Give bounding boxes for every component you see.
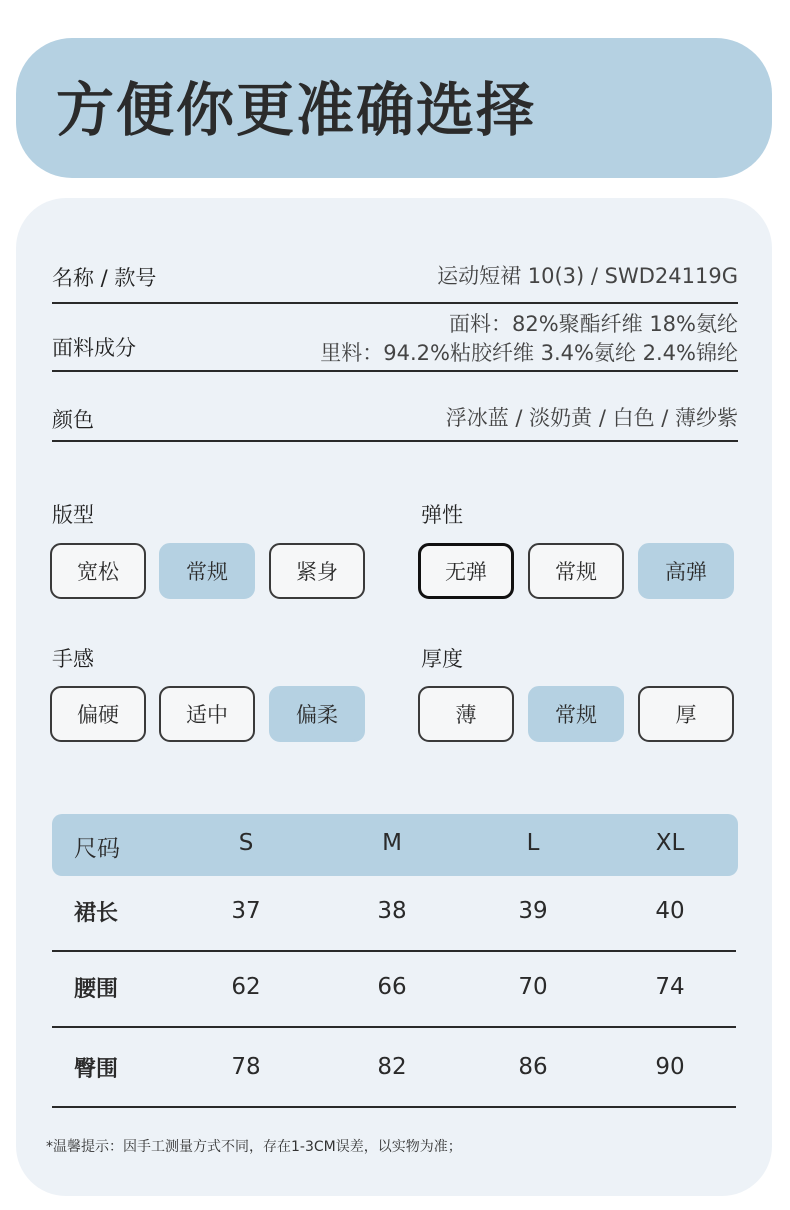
fit-option-regular[interactable]: 常规 xyxy=(159,543,255,599)
column-header-size: 尺码 xyxy=(74,836,120,862)
table-cell: 40 xyxy=(655,898,685,924)
table-cell: 38 xyxy=(377,898,407,924)
info-label-fabric: 面料成分 xyxy=(52,336,136,360)
info-value-name: 运动短裙 10(3) / SWD24119G xyxy=(437,264,738,288)
info-value-fabric-lining: 里料：94.2%粘胶纤维 3.4%氨纶 2.4%锦纶 xyxy=(320,341,738,365)
info-value-fabric-outer: 面料：82%聚酯纤维 18%氨纶 xyxy=(448,312,738,336)
info-label-color: 颜色 xyxy=(52,408,94,432)
table-cell: 86 xyxy=(518,1054,548,1080)
row-label-length: 裙长 xyxy=(74,901,119,926)
column-header-l: L xyxy=(526,830,540,856)
table-row xyxy=(52,956,736,1028)
table-cell: 37 xyxy=(231,898,261,924)
table-cell: 78 xyxy=(231,1054,261,1080)
column-header-xl: XL xyxy=(655,830,685,856)
table-cell: 66 xyxy=(377,974,407,1000)
feel-option-hard[interactable]: 偏硬 xyxy=(50,686,146,742)
feel-option-soft[interactable]: 偏柔 xyxy=(269,686,365,742)
table-cell: 39 xyxy=(518,898,548,924)
info-row-fabric xyxy=(52,304,738,372)
thickness-option-thick[interactable]: 厚 xyxy=(638,686,734,742)
attr-label-thickness: 厚度 xyxy=(421,647,463,671)
table-row xyxy=(52,1036,736,1108)
table-cell: 74 xyxy=(655,974,685,1000)
header-banner xyxy=(16,38,772,178)
table-cell: 82 xyxy=(377,1054,407,1080)
info-value-color: 浮冰蓝 / 淡奶黄 / 白色 / 薄纱紫 xyxy=(445,406,738,430)
attr-label-elasticity: 弹性 xyxy=(421,503,463,527)
column-header-s: S xyxy=(238,830,254,856)
table-cell: 70 xyxy=(518,974,548,1000)
table-cell: 90 xyxy=(655,1054,685,1080)
fit-option-slim[interactable]: 紧身 xyxy=(269,543,365,599)
elasticity-option-regular[interactable]: 常规 xyxy=(528,543,624,599)
info-row-color xyxy=(52,372,738,442)
page-title: 方便你更准确选择 xyxy=(56,76,537,144)
column-header-m: M xyxy=(382,830,402,856)
thickness-option-thin[interactable]: 薄 xyxy=(418,686,514,742)
attr-label-fit: 版型 xyxy=(52,503,94,527)
attr-label-feel: 手感 xyxy=(52,647,94,671)
elasticity-option-none[interactable]: 无弹 xyxy=(418,543,514,599)
elasticity-option-high[interactable]: 高弹 xyxy=(638,543,734,599)
table-cell: 62 xyxy=(231,974,261,1000)
thickness-option-regular[interactable]: 常规 xyxy=(528,686,624,742)
measurement-note: *温馨提示：因手工测量方式不同，存在1-3CM误差，以实物为准； xyxy=(46,1139,462,1155)
row-label-waist: 腰围 xyxy=(74,977,119,1002)
size-table-header xyxy=(52,814,738,876)
spec-card xyxy=(16,198,772,1196)
info-label-name: 名称 / 款号 xyxy=(52,266,157,290)
feel-option-medium[interactable]: 适中 xyxy=(159,686,255,742)
fit-option-loose[interactable]: 宽松 xyxy=(50,543,146,599)
info-row-name xyxy=(52,254,738,304)
table-row xyxy=(52,880,736,952)
row-label-hip: 臀围 xyxy=(74,1057,119,1082)
